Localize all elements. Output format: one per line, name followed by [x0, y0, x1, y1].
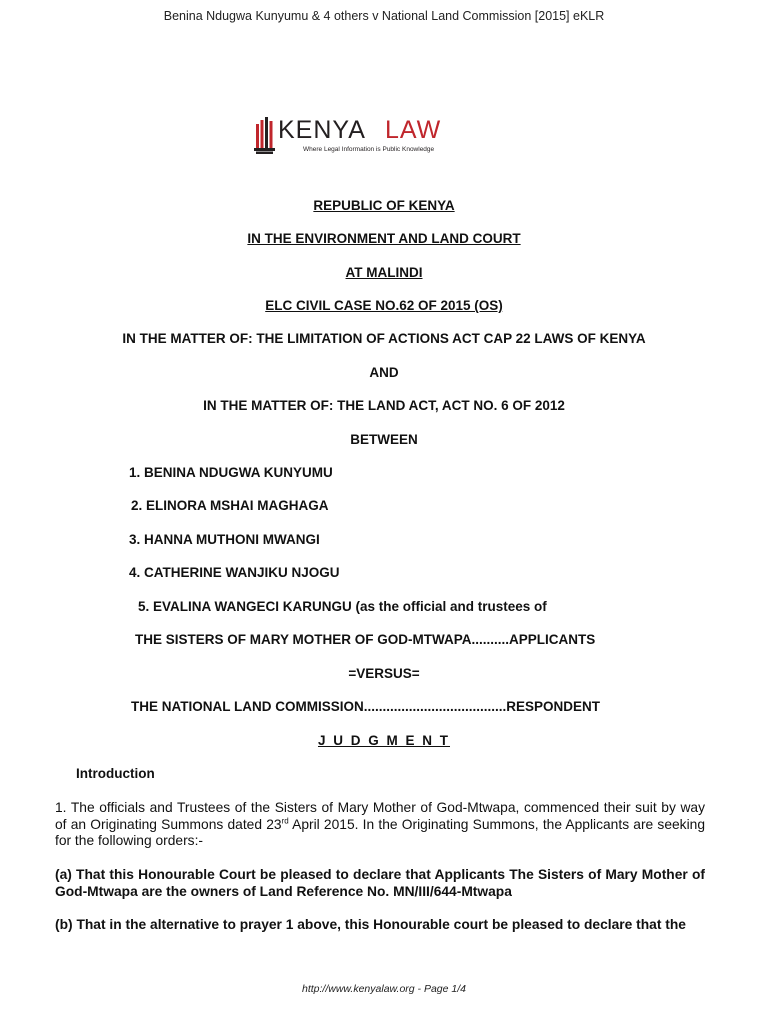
- court-heading: IN THE ENVIRONMENT AND LAND COURT: [247, 231, 521, 246]
- matter-limitation-act: IN THE MATTER OF: THE LIMITATION OF ACTIONS ACT CAP 22 LAWS OF KENYA: [122, 331, 646, 346]
- running-header: Benina Ndugwa Kunyumu & 4 others v National Land Commission [2015] eKLR: [163, 9, 605, 23]
- party-3: 3. HANNA MUTHONI MWANGI: [129, 532, 320, 547]
- paragraph-1-part-b: April 2015. In the Originating Summons, the Applicants are seeking for the following orders:-: [55, 816, 705, 848]
- paragraph-1-part-a: 1. The officials and Trustees of the Sisters of Mary Mother of God-Mtwapa, commenced their suit by way of an Originating Summons dated 23: [55, 800, 705, 832]
- kenya-law-logo: [254, 116, 464, 158]
- order-b: [55, 917, 705, 934]
- section-introduction: Introduction: [76, 766, 155, 781]
- station-heading: AT MALINDI: [345, 265, 423, 280]
- case-number: ELC CIVIL CASE NO.62 OF 2015 (OS): [265, 298, 503, 313]
- order-b-text: (b) That in the alternative to prayer 1 above, this Honourable court be pleased to declare that the: [55, 917, 686, 932]
- paragraph-1: [55, 800, 705, 850]
- and-line: AND: [369, 365, 399, 380]
- republic-heading: REPUBLIC OF KENYA: [313, 198, 455, 213]
- logo-word-law: LAW: [385, 116, 442, 144]
- versus-line: =VERSUS=: [348, 666, 420, 681]
- pillars-icon: [254, 117, 275, 154]
- logo-tagline: Where Legal Information is Public Knowledge: [303, 146, 435, 153]
- ordinal-suffix: rd: [281, 815, 289, 825]
- matter-land-act: IN THE MATTER OF: THE LAND ACT, ACT NO. 6 OF 2012: [203, 398, 565, 413]
- party-2: 2. ELINORA MSHAI MAGHAGA: [131, 498, 329, 513]
- applicants-line: THE SISTERS OF MARY MOTHER OF GOD-MTWAPA..........APPLICANTS: [135, 632, 596, 647]
- party-1: 1. BENINA NDUGWA KUNYUMU: [129, 465, 333, 480]
- logo-word-kenya: KENYA: [278, 116, 366, 144]
- party-5: 5. EVALINA WANGECI KARUNGU (as the official and trustees of: [138, 599, 547, 614]
- judgment-title: J U D G M E N T: [317, 733, 450, 748]
- respondent-line: THE NATIONAL LAND COMMISSION......................................RESPONDENT: [131, 699, 601, 714]
- between-line: BETWEEN: [350, 432, 418, 447]
- order-a-text: (a) That this Honourable Court be pleased to declare that Applicants The Sisters of Mary Mother of God-Mtwapa are the owners of Land Reference No. MN/III/644-Mtwapa: [55, 867, 705, 899]
- order-a: [55, 867, 705, 900]
- party-4: 4. CATHERINE WANJIKU NJOGU: [129, 565, 340, 580]
- page-footer: http://www.kenyalaw.org - Page 1/4: [301, 983, 466, 995]
